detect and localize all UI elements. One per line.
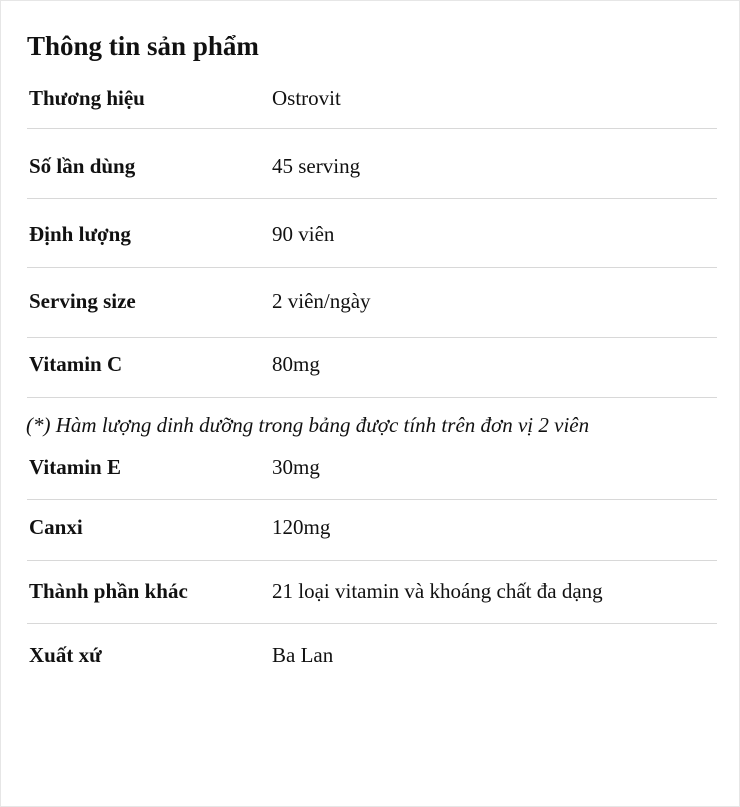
info-row-other-ingredients	[27, 576, 717, 606]
row-value: 80mg	[272, 352, 320, 376]
row-divider	[27, 397, 717, 398]
row-label: Thương hiệu	[29, 86, 145, 110]
row-label: Canxi	[29, 515, 83, 539]
row-value: 120mg	[272, 515, 331, 539]
row-label: Vitamin C	[29, 352, 123, 376]
row-value: Ba Lan	[272, 643, 334, 667]
footnote: (*) Hàm lượng dinh dưỡng trong bảng được tính trên đơn vị 2 viên	[26, 413, 590, 437]
row-value: 45 serving	[272, 154, 361, 178]
row-value: 21 loại vitamin và khoáng chất đa dạng	[272, 579, 603, 603]
row-divider	[27, 198, 717, 199]
row-divider	[27, 623, 717, 624]
row-divider	[27, 560, 717, 561]
row-label: Serving size	[29, 289, 136, 313]
info-row-vitamin-e	[27, 452, 717, 482]
row-label: Xuất xứ	[29, 643, 102, 667]
section-title: Thông tin sản phẩm	[27, 31, 259, 61]
row-label: Định lượng	[29, 222, 131, 246]
info-row-calcium	[27, 512, 717, 542]
info-row-brand	[27, 83, 717, 113]
row-divider	[27, 267, 717, 268]
row-value: 90 viên	[272, 222, 335, 246]
row-label: Số lần dùng	[29, 154, 136, 178]
row-divider	[27, 499, 717, 500]
row-label: Vitamin E	[29, 455, 121, 479]
row-value: Ostrovit	[272, 86, 341, 110]
row-divider	[27, 337, 717, 338]
info-row-servings	[27, 151, 717, 181]
row-divider	[27, 128, 717, 129]
row-label: Thành phần khác	[29, 579, 188, 603]
info-row-origin	[27, 640, 717, 670]
row-value: 2 viên/ngày	[272, 289, 371, 313]
row-value: 30mg	[272, 455, 320, 479]
info-row-serving-size	[27, 286, 717, 316]
info-row-vitamin-c	[27, 349, 717, 379]
info-row-quantity	[27, 219, 717, 249]
